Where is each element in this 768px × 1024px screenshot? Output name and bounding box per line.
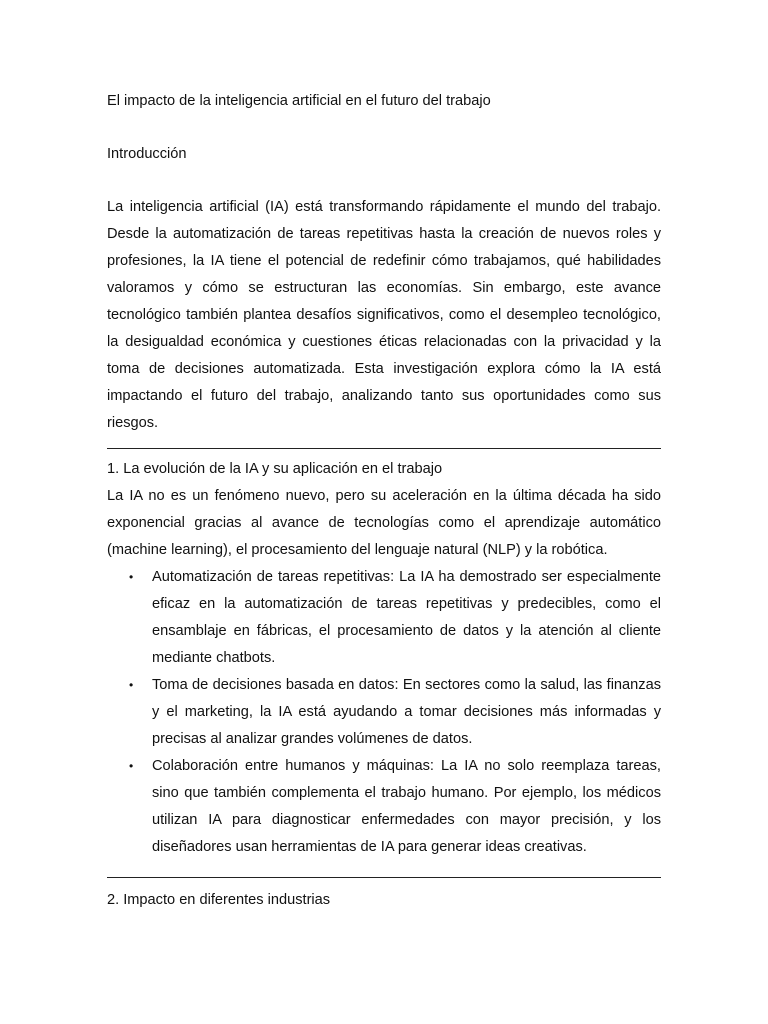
section-1-paragraph: La IA no es un fenómeno nuevo, pero su aceleración en la última década ha sido exponencial gracias al avance de tecnologías como el aprendizaje automático (machine learning), el procesamiento del lenguaje natural (NLP) y la robótica. [107,488,661,558]
section-2-heading: 2. Impacto en diferentes industrias [107,892,331,908]
section-1-bullet-list [107,564,661,861]
bullet-text: Toma de decisiones basada en datos: En sectores como la salud, las finanzas y el marketing, la IA está ayudando a tomar decisiones más informadas y precisas al analizar grandes volúmenes de datos. [152,677,661,747]
bullet-item [107,672,661,753]
bullet-item [107,564,661,672]
bullet-dot-icon: • [129,678,134,692]
bullet-dot-icon: • [129,570,134,584]
section-1-heading: 1. La evolución de la IA y su aplicación en el trabajo [107,461,443,477]
bullet-text: Automatización de tareas repetitivas: La IA ha demostrado ser especialmente eficaz en la automatización de tareas repetitivas y predecibles, como el ensamblaje en fábricas, el procesamiento de datos y la atención al cliente mediante chatbots. [152,569,661,666]
intro-paragraph: La inteligencia artificial (IA) está transformando rápidamente el mundo del trabajo. Desde la automatización de tareas repetitivas hasta la creación de nuevos roles y profesiones, la IA tiene el potencial de redefinir cómo trabajamos, qué habilidades valoramos y cómo se estructuran las economías. Sin embargo, este avance tecnológico también plantea desafíos significativos, como el desempleo tecnológico, la desigualdad económica y cuestiones éticas relacionadas con la privacidad y la toma de decisiones automatizada. Esta investigación explora cómo la IA está impactando el futuro del trabajo, analizando tanto sus oportunidades como sus riesgos. [107,199,661,431]
document-page [107,89,661,912]
section-divider [107,448,661,449]
document-title: El impacto de la inteligencia artificial en el futuro del trabajo [107,93,491,109]
section-divider [107,877,661,878]
bullet-text: Colaboración entre humanos y máquinas: La IA no solo reemplaza tareas, sino que también complementa el trabajo humano. Por ejemplo, los médicos utilizan IA para diagnosticar enfermedades con mayor precisión, y los diseñadores usan herramientas de IA para generar ideas creativas. [152,758,661,855]
intro-heading: Introducción [107,146,187,162]
bullet-item [107,753,661,861]
bullet-dot-icon: • [129,759,134,773]
